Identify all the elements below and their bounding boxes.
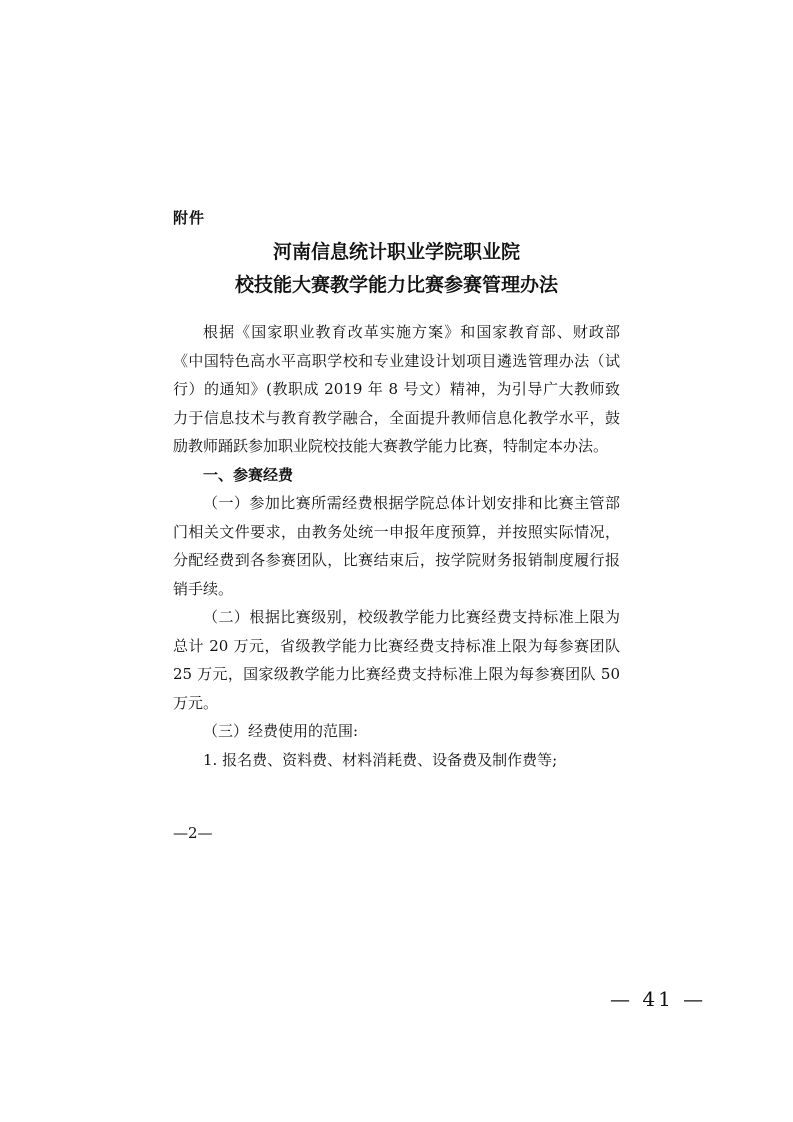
document-body bbox=[173, 318, 620, 774]
outer-page-number: — 41 — bbox=[610, 987, 707, 1011]
document-title bbox=[173, 236, 620, 302]
inner-page-number: —2— bbox=[173, 824, 213, 842]
attachment-label: 附件 bbox=[173, 209, 206, 227]
funding-item-1: （一）参加比赛所需经费根据学院总体计划安排和比赛主管部门相关文件要求，由教务处统一申报年度预算，并按照实际情况，分配经费到各参赛团队，比赛结束后，按学院财务报销制度履行报销手续。 bbox=[173, 494, 620, 598]
funding-item-2: （二）根据比赛级别，校级教学能力比赛经费支持标准上限为总计 20 万元，省级教学能力比赛经费支持标准上限为每参赛团队 25 万元，国家级教学能力比赛经费支持标准上限为每参赛团队 50 万元。 bbox=[173, 608, 620, 712]
funding-item-3-1: 1. 报名费、资料费、材料消耗费、设备费及制作费等; bbox=[203, 750, 558, 769]
funding-item-3: （三）经费使用的范围: bbox=[203, 722, 359, 740]
section-heading-funding: 一、参赛经费 bbox=[203, 465, 294, 484]
title-line-1: 河南信息统计职业学院职业院 bbox=[272, 241, 520, 263]
title-line-2: 校技能大赛教学能力比赛参赛管理办法 bbox=[234, 274, 558, 296]
intro-paragraph: 根据《国家职业教育改革实施方案》和国家教育部、财政部《中国特色高水平高职学校和专业建设计划项目遴选管理办法（试行）的通知》(教职成 2019 年 8 号文）精神，为引导广大教师致力于信息技术与教育教学融合，全面提升教师信息化教学水平，鼓励教师踊跃参加职业院校技能大赛教学能力比赛，特制定本办法。 bbox=[173, 323, 620, 455]
